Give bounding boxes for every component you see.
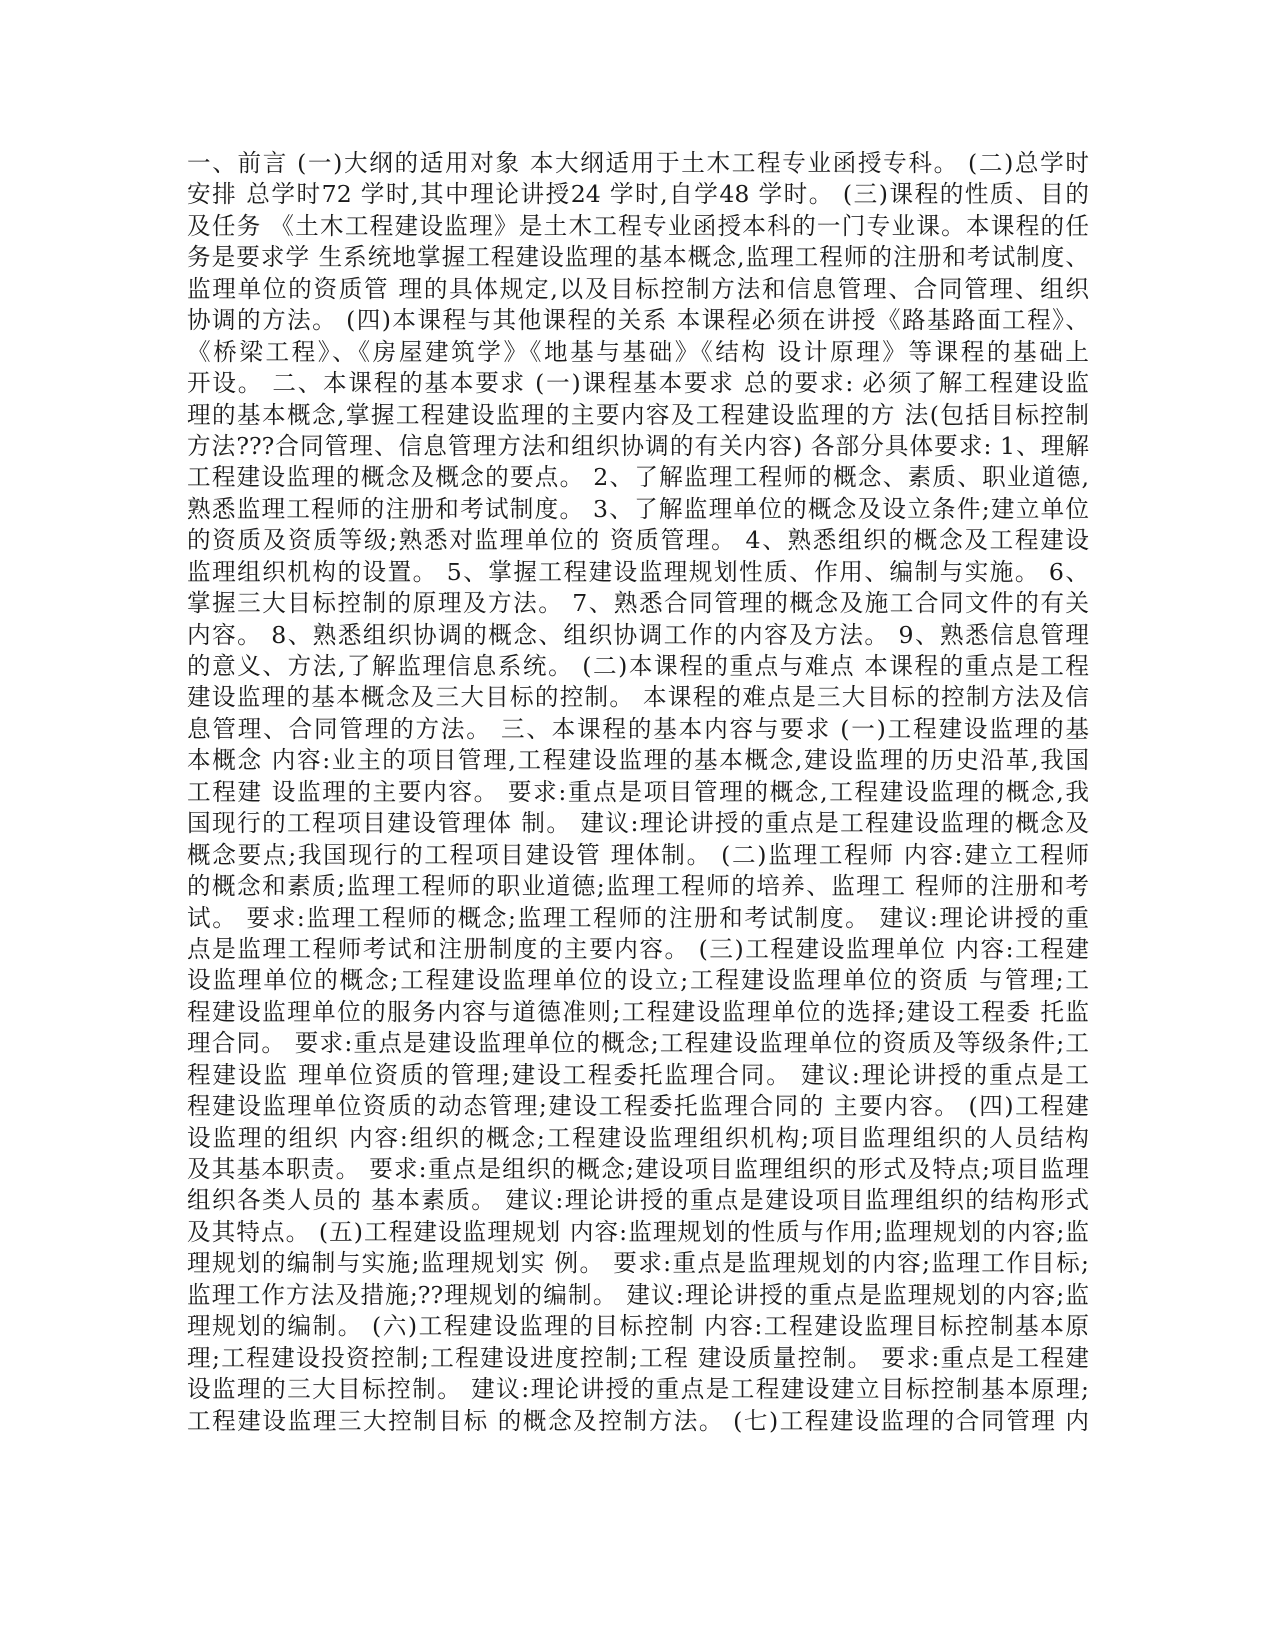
text-line: 设监理的组织 内容:组织的概念;工程建设监理组织机构;项目监理组织的人员结构 [187,1123,1089,1152]
text-line: 及任务 《土木工程建设监理》是土木工程专业函授本科的一门专业课。本课程的任 [187,211,1089,240]
text-line: 熟悉监理工程师的注册和考试制度。 3、了解监理单位的概念及设立条件;建立单位 [187,494,1089,523]
text-line: 掌握三大目标控制的原理及方法。 7、熟悉合同管理的概念及施工合同文件的有关 [187,589,1089,618]
text-line: 工程建 设监理的主要内容。 要求:重点是项目管理的概念,工程建设监理的概念,我 [187,777,1089,806]
text-line: 程建设监理单位的服务内容与道德准则;工程建设监理单位的选择;建设工程委 托监 [187,997,1089,1026]
text-line: 内容。 8、熟悉组织协调的概念、组织协调工作的内容及方法。 9、熟悉信息管理 [187,620,1089,649]
text-line: 及其基本职责。 要求:重点是组织的概念;建设项目监理组织的形式及特点;项目监理 [187,1155,1089,1183]
body-text [187,148,1089,1437]
text-line: 理规划的编制与实施;监理规划实 例。 要求:重点是监理规划的内容;监理工作目标; [187,1249,1089,1278]
text-line: 设监理的三大目标控制。 建议:理论讲授的重点是工程建设建立目标控制基本原理; [187,1375,1089,1404]
text-line: 开设。 二、本课程的基本要求 (一)课程基本要求 总的要求: 必须了解工程建设监 [187,369,1089,398]
text-line: 试。 要求:监理工程师的概念;监理工程师的注册和考试制度。 建议:理论讲授的重 [187,903,1089,932]
text-line: 监理单位的资质管 理的具体规定,以及目标控制方法和信息管理、合同管理、组织 [187,274,1089,303]
text-line: 监理工作方法及措施;??理规划的编制。 建议:理论讲授的重点是监理规划的内容;监 [187,1280,1089,1309]
text-line: 概念要点;我国现行的工程项目建设管 理体制。 (二)监理工程师 内容:建立工程师 [187,840,1089,869]
text-line: 理的基本概念,掌握工程建设监理的主要内容及工程建设监理的方 法(包括目标控制 [187,400,1089,429]
text-line: 理合同。 要求:重点是建设监理单位的概念;工程建设监理单位的资质及等级条件;工 [187,1029,1089,1058]
text-line: 安排 总学时72 学时,其中理论讲授24 学时,自学48 学时。 (三)课程的性质、目的 [187,180,1089,209]
text-line: 国现行的工程项目建设管理体 制。 建议:理论讲授的重点是工程建设监理的概念及 [187,809,1089,838]
text-line: 点是监理工程师考试和注册制度的主要内容。 (三)工程建设监理单位 内容:工程建 [187,934,1089,963]
text-line: 的意义、方法,了解监理信息系统。 (二)本课程的重点与难点 本课程的重点是工程 [187,652,1089,680]
text-line: 理;工程建设投资控制;工程建设进度控制;工程 建设质量控制。 要求:重点是工程建 [187,1343,1089,1372]
text-line: 建设监理的基本概念及三大目标的控制。 本课程的难点是三大目标的控制方法及信 [187,683,1089,712]
text-line: 监理组织机构的设置。 5、掌握工程建设监理规划性质、作用、编制与实施。 6、 [187,557,1089,586]
text-line: 《桥梁工程》、《房屋建筑学》《地基与基础》《结构 设计原理》等课程的基础上 [187,337,1089,366]
text-line: 息管理、合同管理的方法。 三、本课程的基本内容与要求 (一)工程建设监理的基 [187,714,1089,743]
text-line: 的概念和素质;监理工程师的职业道德;监理工程师的培养、监理工 程师的注册和考 [187,872,1089,901]
text-line: 本概念 内容:业主的项目管理,工程建设监理的基本概念,建设监理的历史沿革,我国 [187,746,1089,775]
text-line: 程建设监 理单位资质的管理;建设工程委托监理合同。 建议:理论讲授的重点是工 [187,1060,1089,1089]
text-line: 务是要求学 生系统地掌握工程建设监理的基本概念,监理工程师的注册和考试制度、 [187,243,1089,272]
text-line: 组织各类人员的 基本素质。 建议:理论讲授的重点是建设项目监理组织的结构形式 [187,1186,1089,1215]
text-line: 程建设监理单位资质的动态管理;建设工程委托监理合同的 主要内容。 (四)工程建 [187,1092,1089,1121]
text-line: 工程建设监理的概念及概念的要点。 2、了解监理工程师的概念、素质、职业道德, [187,463,1089,492]
text-line: 协调的方法。 (四)本课程与其他课程的关系 本课程必须在讲授《路基路面工程》、 [187,306,1089,335]
text-line: 及其特点。 (五)工程建设监理规划 内容:监理规划的性质与作用;监理规划的内容;监 [187,1217,1089,1246]
text-line: 设监理单位的概念;工程建设监理单位的设立;工程建设监理单位的资质 与管理;工 [187,966,1089,995]
text-line: 一、前言 (一)大纲的适用对象 本大纲适用于土木工程专业函授专科。 (二)总学时 [187,149,1089,177]
text-line: 的资质及资质等级;熟悉对监理单位的 资质管理。 4、熟悉组织的概念及工程建设 [187,526,1089,555]
text-line: 工程建设监理三大控制目标 的概念及控制方法。 (七)工程建设监理的合同管理 内 [187,1406,1089,1435]
text-line: 理规划的编制。 (六)工程建设监理的目标控制 内容:工程建设监理目标控制基本原 [187,1312,1089,1341]
text-line: 方法???合同管理、信息管理方法和组织协调的有关内容) 各部分具体要求: 1、理解 [187,431,1089,460]
